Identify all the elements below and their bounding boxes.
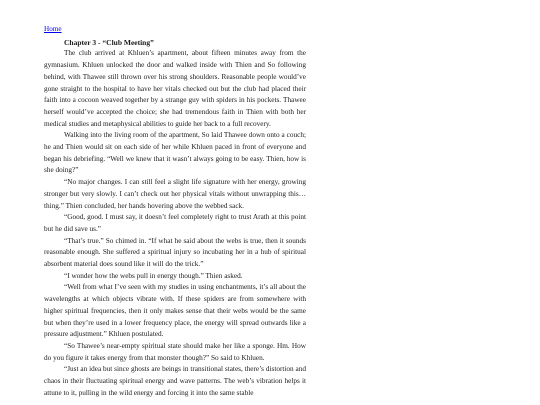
home-link[interactable]: Home — [44, 25, 62, 33]
paragraph: “Good, good. I must say, it doesn’t feel completely right to trust Arath at this point but he did save us.” — [44, 213, 306, 233]
paragraph: “Just an idea but since ghosts are beings in transitional states, there’s distortion and chaos in their fluctuating spiritual energy and wave patterns. The web’s vibration helps it attune to it, pulling in the wild energy and forcing it into the same stable — [44, 365, 306, 397]
paragraph: Walking into the living room of the apartment, So laid Thawee down onto a couch; he and Thien would sit on each side of her while Khluen paced in front of everyone and began his debriefing. “Well we knew that it wasn’t always going to be easy. Thien, how is she doing?” — [44, 131, 306, 175]
paragraph: “I wonder how the webs pull in energy though.” Thien asked. — [64, 271, 243, 280]
paragraph: “No major changes. I can still feel a slight life signature with her energy, growing stronger but very slowly. I can’t check out her physical vitals without unwrapping this… thing.” Thien concluded, her hands hovering above the webbed sack. — [44, 178, 306, 210]
paragraph: “Well from what I’ve seen with my studies in using enchantments, it’s all about the wavelengths at which objects vibrate with. If these spiders are from somewhere with higher spiritual frequencies, then it only makes sense that their webs would be the same but when they’re used in a lower frequency place, the energy will spread outwards like a pressure adjustment.” Khluen postulated. — [44, 283, 306, 339]
paragraph: “So Thawee’s near-empty spiritual state should make her like a sponge. Hm. How do you figure it takes energy from that monster though?” So said to Khluen. — [44, 341, 306, 362]
paragraph: “That’s true.” So chimed in. “If what he said about the webs is true, then it sounds reasonable enough. She suffered a spiritual injury so incubating her in a hub of spiritual absorbent material does sound like it will do the trick.” — [44, 236, 306, 269]
chapter-title: Chapter 3 - “Club Meeting” — [64, 37, 154, 47]
chapter-page — [44, 24, 306, 400]
paragraph: The club arrived at Khluen’s apartment, about fifteen minutes away from the gymnasium. Khluen unlocked the door and walked inside with Thien and So following behind, with Thawee still thrown over his strong shoulders. Reasonable people would’ve gone straight to the hospital to have her vitals checked out but the club had placed their faith into a cocoon weaved together by a strange guy with spiders in his pockets. Thawee herself would’ve accepted the choice; she had tremendous faith in Thien with both her medical studies and metaphysical abilities to guide her back to a full recovery. — [44, 49, 306, 128]
